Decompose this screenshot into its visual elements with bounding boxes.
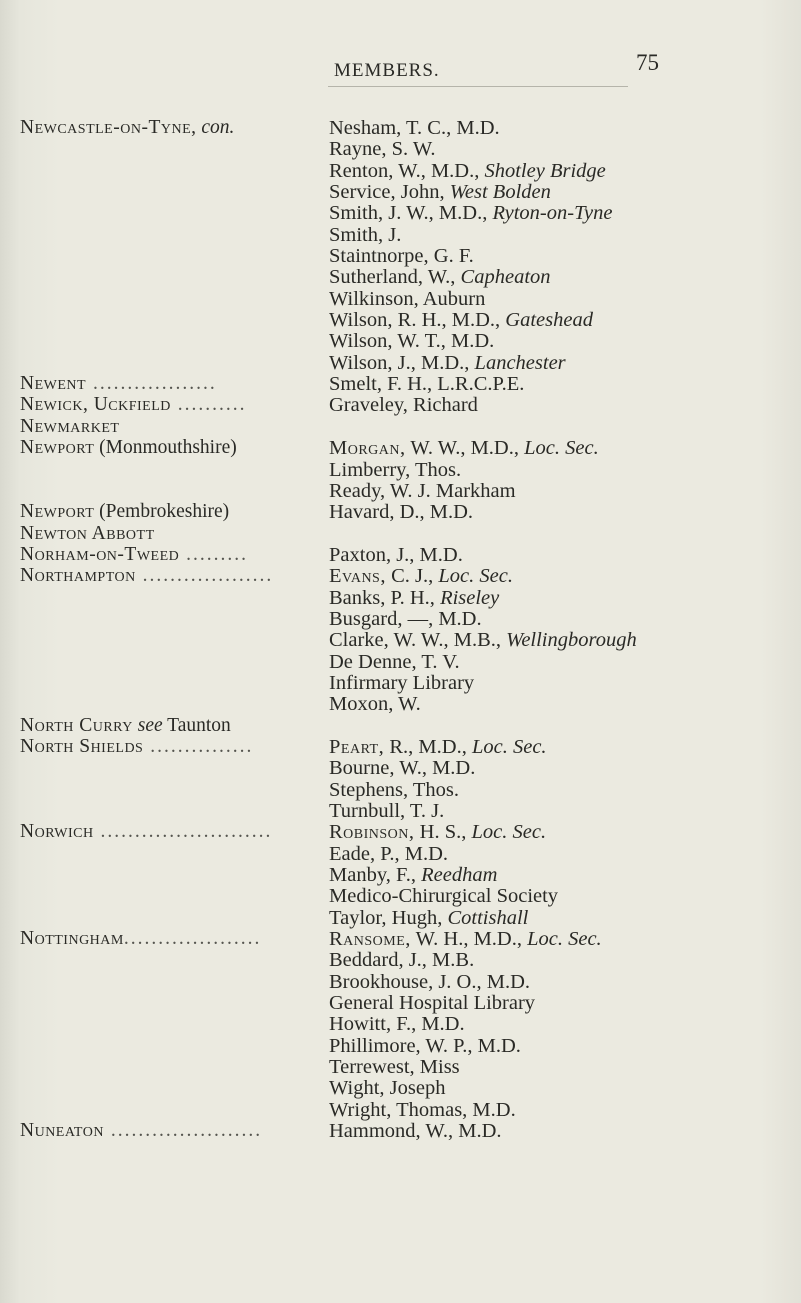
listing-row xyxy=(0,1077,801,1098)
listing-row xyxy=(0,459,801,480)
listing-row xyxy=(0,352,801,373)
local-secretary-name: Peart, xyxy=(329,735,385,758)
member-cell xyxy=(329,992,799,1015)
listing-row xyxy=(0,1120,801,1141)
locality-name: Newton Abbott xyxy=(20,522,155,544)
member-cell xyxy=(329,202,799,225)
member-cell xyxy=(329,437,799,460)
listing-row xyxy=(0,245,801,266)
local-secretary-name: Robinson, xyxy=(329,821,415,844)
member-cell xyxy=(329,928,799,951)
member-name: Eade, P., M.D. xyxy=(329,842,449,865)
member-name: Smith, J. xyxy=(329,223,402,246)
member-name: Nesham, T. C., M.D. xyxy=(329,117,500,139)
member-locality: Loc. Sec. xyxy=(471,735,547,758)
member-cell xyxy=(329,288,799,311)
member-name: Phillimore, W. P., M.D. xyxy=(329,1034,521,1057)
locality-note: (Monmouthshire) xyxy=(94,437,237,459)
listing-row xyxy=(0,971,801,992)
member-cell xyxy=(329,949,799,972)
member-locality: Capheaton xyxy=(460,266,551,289)
member-name: Limberry, Thos. xyxy=(329,458,462,481)
locality-cell xyxy=(20,416,316,438)
member-cell xyxy=(329,629,799,652)
member-name: Howitt, F., M.D. xyxy=(329,1013,465,1036)
member-cell xyxy=(329,138,799,161)
member-name: Wilson, J., M.D., xyxy=(329,351,475,374)
member-cell xyxy=(329,330,799,353)
listing-row xyxy=(0,224,801,245)
member-cell xyxy=(329,1099,799,1122)
listing-row xyxy=(0,757,801,778)
member-locality: Reedham xyxy=(421,864,498,887)
member-locality: Riseley xyxy=(440,586,500,609)
listing-row xyxy=(0,651,801,672)
member-cell xyxy=(329,693,799,716)
member-cell xyxy=(329,864,799,887)
listing-row xyxy=(0,587,801,608)
dot-leader: ...................... xyxy=(103,1120,263,1142)
member-cell xyxy=(329,757,799,780)
member-name: Smelt, F. H., L.R.C.P.E. xyxy=(329,373,525,396)
listing-row xyxy=(0,715,801,736)
dot-leader: .......... xyxy=(170,394,247,416)
page-number: 75 xyxy=(636,50,659,75)
member-cell xyxy=(329,501,799,524)
listing-row xyxy=(0,992,801,1013)
member-cell xyxy=(329,181,799,204)
dot-leader: ......... xyxy=(179,543,248,565)
locality-name: Norwich xyxy=(20,821,94,843)
member-name: Taylor, Hugh, xyxy=(329,906,448,929)
local-secretary-name: Evans, xyxy=(329,565,386,588)
listing-row xyxy=(0,1056,801,1077)
member-name: Manby, F., xyxy=(329,864,422,887)
locality-name: North Curry xyxy=(20,714,133,736)
listing-row xyxy=(0,1013,801,1034)
member-cell xyxy=(329,1056,799,1079)
locality-name: Nottingham xyxy=(20,928,124,950)
locality-name: Newport xyxy=(20,437,95,459)
listing-row xyxy=(0,1035,801,1056)
member-locality: Gateshead xyxy=(505,309,593,332)
member-cell xyxy=(329,266,799,289)
member-name: Smith, J. W., M.D., xyxy=(329,202,493,225)
locality-cell xyxy=(20,373,316,395)
member-cell xyxy=(329,800,799,823)
member-cell xyxy=(329,672,799,695)
member-name: Paxton, J., M.D. xyxy=(329,543,463,566)
listing-row xyxy=(0,928,801,949)
member-locality: West Bolden xyxy=(449,181,551,204)
member-name: Renton, W., M.D., xyxy=(329,159,485,182)
member-cell xyxy=(329,117,799,140)
member-name: Bourne, W., M.D. xyxy=(329,757,476,780)
listing-row xyxy=(0,949,801,970)
listing-row xyxy=(0,373,801,394)
member-name: Wilson, W. T., M.D. xyxy=(329,330,495,353)
listing-row xyxy=(0,309,801,330)
local-secretary-name: Ransome, xyxy=(329,928,411,951)
dot-leader: .................... xyxy=(123,928,262,950)
member-name: Wight, Joseph xyxy=(329,1077,446,1100)
member-name: Ready, W. J. Markham xyxy=(329,479,516,502)
member-cell xyxy=(329,1120,799,1143)
member-cell xyxy=(329,587,799,610)
member-cell xyxy=(329,843,799,866)
member-cell xyxy=(329,480,799,503)
locality-name: Norham-on-Tweed xyxy=(20,543,180,565)
listing-row xyxy=(0,864,801,885)
member-cell xyxy=(329,245,799,268)
member-name: Clarke, W. W., M.B., xyxy=(329,629,507,652)
locality-name: Newick, Uckfield xyxy=(20,394,171,416)
locality-name: Newent xyxy=(20,373,87,395)
member-cell xyxy=(329,565,799,588)
dot-leader: ................... xyxy=(135,565,274,587)
locality-cell xyxy=(20,523,316,545)
member-cell xyxy=(329,885,799,908)
member-locality: Lanchester xyxy=(474,351,566,374)
dot-leader: ......................... xyxy=(93,821,273,843)
locality-cell xyxy=(20,501,316,523)
listing-row xyxy=(0,885,801,906)
listing-row xyxy=(0,907,801,928)
listing-row xyxy=(0,693,801,714)
member-cell xyxy=(329,1077,799,1100)
locality-name: Newport xyxy=(20,501,95,523)
member-cell xyxy=(329,971,799,994)
locality-name: Nuneaton xyxy=(20,1120,104,1142)
member-details: C. J., xyxy=(385,565,439,588)
listing-row xyxy=(0,437,801,458)
member-cell xyxy=(329,821,799,844)
locality-cell xyxy=(20,394,316,416)
member-cell xyxy=(329,309,799,332)
member-cell xyxy=(329,352,799,375)
member-locality: Loc. Sec. xyxy=(471,821,547,844)
member-name: Staintnorpe, G. F. xyxy=(329,245,474,268)
member-name: Banks, P. H., xyxy=(329,586,441,609)
locality-note: (Pembrokeshire) xyxy=(94,501,230,523)
dot-leader: ............... xyxy=(143,735,254,757)
member-name: Graveley, Richard xyxy=(329,394,478,417)
locality-name: Newmarket xyxy=(20,415,120,437)
member-name: Wilkinson, Auburn xyxy=(329,287,486,310)
listing-row xyxy=(0,608,801,629)
listing-row xyxy=(0,544,801,565)
member-name: Busgard, —, M.D. xyxy=(329,607,482,630)
locality-cell xyxy=(20,544,316,566)
member-locality: Ryton-on-Tyne xyxy=(492,202,613,225)
locality-name: Newcastle-on-Tyne, xyxy=(20,117,197,138)
member-name: Brookhouse, J. O., M.D. xyxy=(329,970,531,993)
listing-row xyxy=(0,565,801,586)
locality-cell xyxy=(20,565,316,587)
listing-row xyxy=(0,138,801,159)
locality-name: North Shields xyxy=(20,735,144,757)
member-name: Service, John, xyxy=(329,181,450,204)
member-name: Stephens, Thos. xyxy=(329,778,460,801)
member-name: Terrewest, Miss xyxy=(329,1056,460,1079)
locality-cell xyxy=(20,715,316,737)
listing-row xyxy=(0,330,801,351)
member-name: Havard, D., M.D. xyxy=(329,501,474,524)
member-locality: Loc. Sec. xyxy=(527,928,602,951)
member-locality: Cottishall xyxy=(447,906,529,929)
listing-row xyxy=(0,779,801,800)
locality-cell xyxy=(20,928,316,950)
member-name: De Denne, T. V. xyxy=(329,650,460,673)
member-cell xyxy=(329,651,799,674)
member-details: W. H., M.D., xyxy=(410,928,528,951)
locality-note: see Taunton xyxy=(132,714,231,736)
member-cell xyxy=(329,160,799,183)
running-head: MEMBERS. xyxy=(334,60,440,81)
member-details: W. W., M.D., xyxy=(405,437,525,460)
listing-row xyxy=(0,480,801,501)
locality-note: con. xyxy=(196,117,235,138)
member-cell xyxy=(329,373,799,396)
listing-row xyxy=(0,181,801,202)
locality-cell xyxy=(20,736,316,758)
member-cell xyxy=(329,1035,799,1058)
locality-name: Northampton xyxy=(20,565,136,587)
locality-cell xyxy=(20,1120,316,1142)
member-cell xyxy=(329,1013,799,1036)
member-name: Sutherland, W., xyxy=(329,266,461,289)
listing-row xyxy=(0,843,801,864)
local-secretary-name: Morgan, xyxy=(329,437,406,460)
member-cell xyxy=(329,779,799,802)
listing-row xyxy=(0,672,801,693)
listing-row xyxy=(0,160,801,181)
dot-leader: .................. xyxy=(86,373,217,395)
member-name: Medico-Chirurgical Society xyxy=(329,885,559,908)
member-name: Wilson, R. H., M.D., xyxy=(329,309,506,332)
listing-row xyxy=(0,821,801,842)
member-name: Turnbull, T. J. xyxy=(329,800,445,822)
member-name: Moxon, W. xyxy=(329,693,421,716)
member-name: Hammond, W., M.D. xyxy=(329,1120,502,1143)
member-cell xyxy=(329,907,799,930)
listing-row xyxy=(0,629,801,650)
member-locality: Loc. Sec. xyxy=(438,565,513,588)
member-locality: Shotley Bridge xyxy=(484,159,606,182)
member-cell xyxy=(329,608,799,631)
listing-row xyxy=(0,523,801,544)
listing-row xyxy=(0,736,801,757)
member-cell xyxy=(329,544,799,567)
member-name: Rayne, S. W. xyxy=(329,138,436,161)
listing-row xyxy=(0,202,801,223)
member-name: General Hospital Library xyxy=(329,992,536,1015)
member-cell xyxy=(329,459,799,482)
listing-row xyxy=(0,800,801,821)
locality-cell xyxy=(20,437,316,459)
member-locality: Loc. Sec. xyxy=(524,437,599,460)
listing-row xyxy=(0,288,801,309)
members-listing xyxy=(0,117,801,1142)
locality-cell xyxy=(20,821,316,843)
member-name: Wright, Thomas, M.D. xyxy=(329,1098,516,1121)
listing-row xyxy=(0,1099,801,1120)
listing-row xyxy=(0,266,801,287)
member-details: R., M.D., xyxy=(384,735,472,758)
member-name: Infirmary Library xyxy=(329,671,475,694)
header-rule xyxy=(328,86,628,87)
listing-row xyxy=(0,501,801,522)
member-locality: Wellingborough xyxy=(506,629,637,652)
listing-row xyxy=(0,394,801,415)
listing-row xyxy=(0,117,801,138)
locality-cell xyxy=(20,117,316,139)
member-name: Beddard, J., M.B. xyxy=(329,949,475,972)
member-cell xyxy=(329,736,799,759)
member-cell xyxy=(329,224,799,247)
member-cell xyxy=(329,394,799,417)
page-header xyxy=(0,50,801,86)
listing-row xyxy=(0,416,801,437)
member-details: H. S., xyxy=(414,821,472,844)
